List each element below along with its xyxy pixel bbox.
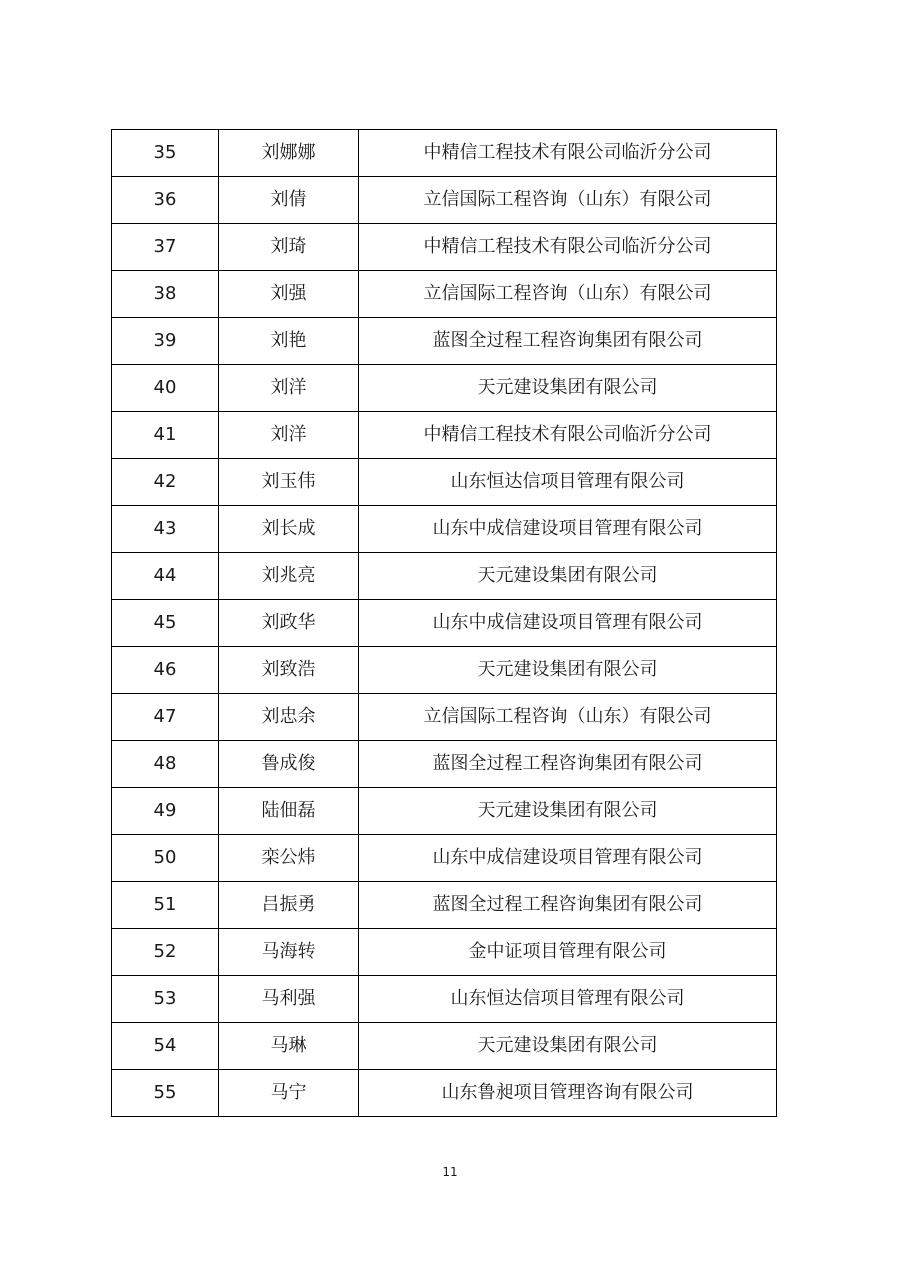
row-number-cell: 52 <box>112 929 219 976</box>
table-row <box>112 224 777 271</box>
name-cell: 刘政华 <box>219 600 359 647</box>
roster-table <box>111 129 777 1117</box>
organization-cell: 中精信工程技术有限公司临沂分公司 <box>359 224 777 271</box>
row-number-cell: 37 <box>112 224 219 271</box>
row-number-cell: 49 <box>112 788 219 835</box>
name-cell: 刘致浩 <box>219 647 359 694</box>
name-cell: 栾公炜 <box>219 835 359 882</box>
row-number-cell: 41 <box>112 412 219 459</box>
organization-cell: 天元建设集团有限公司 <box>359 1023 777 1070</box>
organization-cell: 山东恒达信项目管理有限公司 <box>359 459 777 506</box>
organization-cell: 山东恒达信项目管理有限公司 <box>359 976 777 1023</box>
row-number-cell: 39 <box>112 318 219 365</box>
table-row <box>112 976 777 1023</box>
table-row <box>112 177 777 224</box>
name-cell: 刘娜娜 <box>219 130 359 177</box>
organization-cell: 天元建设集团有限公司 <box>359 365 777 412</box>
table-row <box>112 506 777 553</box>
organization-cell: 天元建设集团有限公司 <box>359 553 777 600</box>
name-cell: 刘琦 <box>219 224 359 271</box>
page-number: 11 <box>442 1165 458 1179</box>
name-cell: 马琳 <box>219 1023 359 1070</box>
organization-cell: 天元建设集团有限公司 <box>359 647 777 694</box>
table-row <box>112 130 777 177</box>
row-number-cell: 47 <box>112 694 219 741</box>
row-number-cell: 53 <box>112 976 219 1023</box>
table-row <box>112 365 777 412</box>
row-number-cell: 54 <box>112 1023 219 1070</box>
table-row <box>112 600 777 647</box>
organization-cell: 天元建设集团有限公司 <box>359 788 777 835</box>
organization-cell: 立信国际工程咨询（山东）有限公司 <box>359 271 777 318</box>
row-number-cell: 44 <box>112 553 219 600</box>
row-number-cell: 36 <box>112 177 219 224</box>
table-row <box>112 882 777 929</box>
table-row <box>112 694 777 741</box>
row-number-cell: 40 <box>112 365 219 412</box>
name-cell: 马利强 <box>219 976 359 1023</box>
organization-cell: 蓝图全过程工程咨询集团有限公司 <box>359 318 777 365</box>
table-row <box>112 929 777 976</box>
name-cell: 刘忠余 <box>219 694 359 741</box>
row-number-cell: 38 <box>112 271 219 318</box>
organization-cell: 立信国际工程咨询（山东）有限公司 <box>359 177 777 224</box>
name-cell: 刘倩 <box>219 177 359 224</box>
name-cell: 刘洋 <box>219 365 359 412</box>
table-row <box>112 553 777 600</box>
name-cell: 刘强 <box>219 271 359 318</box>
table-row <box>112 412 777 459</box>
table-row <box>112 1070 777 1117</box>
table-row <box>112 741 777 788</box>
organization-cell: 山东中成信建设项目管理有限公司 <box>359 600 777 647</box>
table-row <box>112 647 777 694</box>
name-cell: 刘艳 <box>219 318 359 365</box>
organization-cell: 立信国际工程咨询（山东）有限公司 <box>359 694 777 741</box>
name-cell: 刘玉伟 <box>219 459 359 506</box>
row-number-cell: 43 <box>112 506 219 553</box>
row-number-cell: 48 <box>112 741 219 788</box>
table-row <box>112 835 777 882</box>
table-row <box>112 318 777 365</box>
organization-cell: 山东鲁昶项目管理咨询有限公司 <box>359 1070 777 1117</box>
organization-cell: 蓝图全过程工程咨询集团有限公司 <box>359 741 777 788</box>
table-row <box>112 788 777 835</box>
name-cell: 吕振勇 <box>219 882 359 929</box>
organization-cell: 中精信工程技术有限公司临沂分公司 <box>359 130 777 177</box>
name-cell: 马海转 <box>219 929 359 976</box>
name-cell: 刘兆亮 <box>219 553 359 600</box>
row-number-cell: 42 <box>112 459 219 506</box>
organization-cell: 中精信工程技术有限公司临沂分公司 <box>359 412 777 459</box>
table-row <box>112 459 777 506</box>
row-number-cell: 50 <box>112 835 219 882</box>
name-cell: 刘洋 <box>219 412 359 459</box>
row-number-cell: 46 <box>112 647 219 694</box>
organization-cell: 山东中成信建设项目管理有限公司 <box>359 506 777 553</box>
name-cell: 鲁成俊 <box>219 741 359 788</box>
row-number-cell: 51 <box>112 882 219 929</box>
organization-cell: 金中证项目管理有限公司 <box>359 929 777 976</box>
table-row <box>112 271 777 318</box>
row-number-cell: 35 <box>112 130 219 177</box>
name-cell: 陆佃磊 <box>219 788 359 835</box>
organization-cell: 山东中成信建设项目管理有限公司 <box>359 835 777 882</box>
organization-cell: 蓝图全过程工程咨询集团有限公司 <box>359 882 777 929</box>
name-cell: 马宁 <box>219 1070 359 1117</box>
row-number-cell: 55 <box>112 1070 219 1117</box>
table-row <box>112 1023 777 1070</box>
name-cell: 刘长成 <box>219 506 359 553</box>
roster-table-body <box>112 130 777 1117</box>
row-number-cell: 45 <box>112 600 219 647</box>
